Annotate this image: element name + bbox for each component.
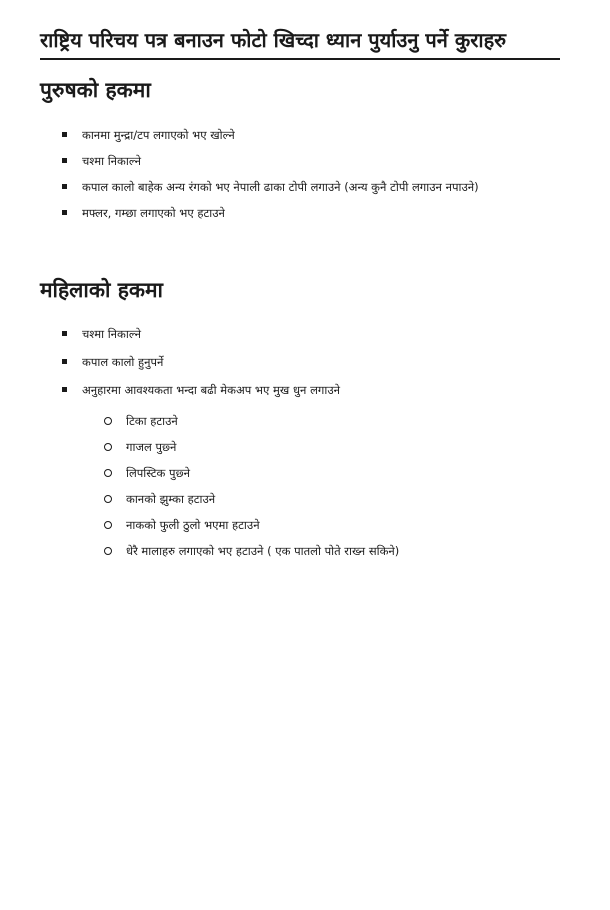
sub-list-item [104, 512, 544, 538]
list-item [62, 323, 572, 345]
list-item [62, 202, 572, 224]
circle-bullet-icon [104, 443, 112, 451]
list-item [62, 351, 572, 373]
circle-bullet-icon [104, 417, 112, 425]
women-list [62, 323, 572, 401]
square-bullet-icon [62, 387, 67, 392]
list-item-text: मफ्लर, गम्छा लगाएको भए हटाउने [82, 206, 225, 220]
square-bullet-icon [62, 132, 67, 137]
circle-bullet-icon [104, 547, 112, 555]
women-makeup-sublist [104, 408, 544, 564]
square-bullet-icon [62, 210, 67, 215]
list-item [62, 124, 572, 146]
sub-list-item-text: टिका हटाउने [126, 414, 178, 428]
sub-list-item-text: नाकको फुली ठुलो भएमा हटाउने [126, 518, 260, 532]
document-title: राष्ट्रिय परिचय पत्र बनाउन फोटो खिच्दा ध्यान पुर्याउनु पर्ने कुराहरु [40, 28, 507, 52]
sub-list-item [104, 460, 544, 486]
square-bullet-icon [62, 184, 67, 189]
sub-list-item-text: कानको झुम्का हटाउने [126, 492, 216, 506]
list-item-text: चश्मा निकाल्ने [82, 154, 142, 168]
sub-list-item-text: धेरै मालाहरु लगाएको भए हटाउने ( एक पातलो पोते राख्न सकिने) [126, 544, 400, 558]
sub-list-item-text: गाजल पुछ्ने [126, 440, 177, 454]
list-item-text: कपाल कालो बाहेक अन्य रंगको भए नेपाली ढाका टोपी लगाउने (अन्य कुनै टोपी लगाउन नपाउने) [82, 180, 479, 194]
sub-list-item [104, 434, 544, 460]
women-section-heading: महिलाको हकमा [40, 278, 163, 302]
men-section-heading: पुरुषको हकमा [40, 78, 151, 102]
sub-list-item [104, 538, 544, 564]
circle-bullet-icon [104, 521, 112, 529]
sub-list-item-text: लिपस्टिक पुछ्ने [126, 466, 191, 480]
square-bullet-icon [62, 158, 67, 163]
title-underline [40, 58, 560, 60]
square-bullet-icon [62, 331, 67, 336]
list-item [62, 379, 572, 401]
square-bullet-icon [62, 359, 67, 364]
sub-list-item [104, 408, 544, 434]
circle-bullet-icon [104, 495, 112, 503]
list-item-text: कानमा मुन्द्रा/टप लगाएको भए खोल्ने [82, 128, 235, 142]
men-list [62, 124, 572, 224]
list-item-text: अनुहारमा आवश्यकता भन्दा बढी मेकअप भए मुख धुन लगाउने [82, 383, 341, 397]
list-item [62, 150, 572, 172]
sub-list-item [104, 486, 544, 512]
list-item-text: कपाल कालो हुनुपर्ने [82, 355, 164, 369]
list-item-text: चश्मा निकाल्ने [82, 327, 142, 341]
circle-bullet-icon [104, 469, 112, 477]
list-item [62, 176, 572, 198]
